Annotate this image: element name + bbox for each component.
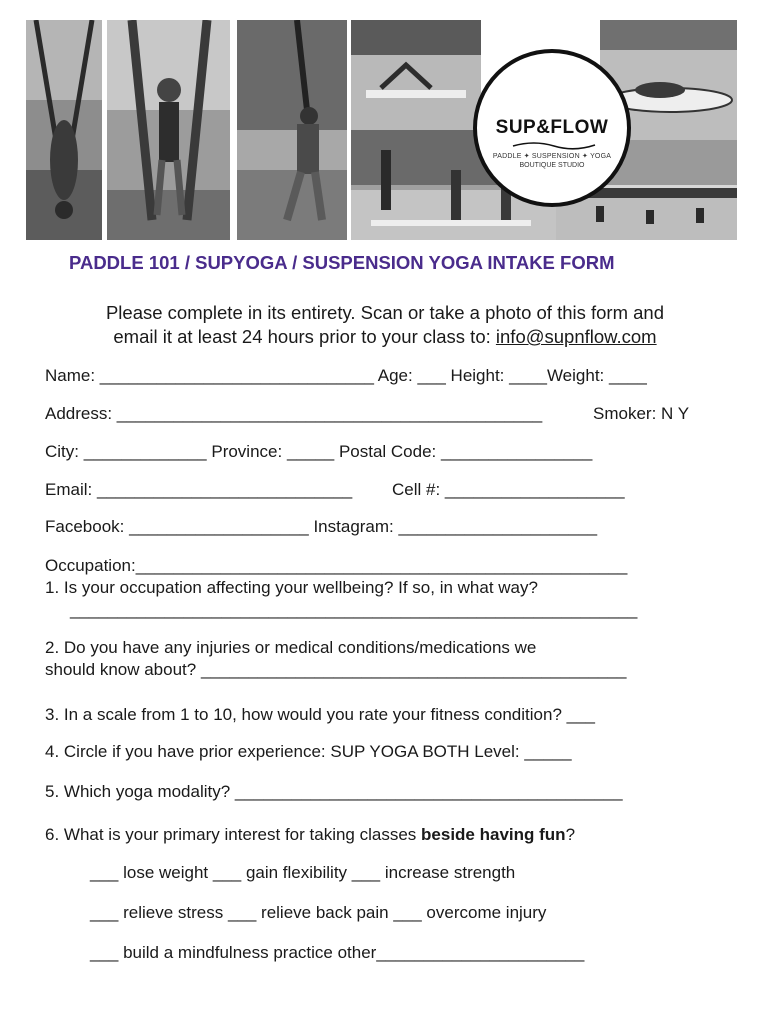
question-6 <box>45 825 575 845</box>
question-3[interactable]: 3. In a scale from 1 to 10, how would you rate your fitness condition? ___ <box>45 705 595 724</box>
email-field[interactable]: Email: ___________________________ <box>45 480 353 499</box>
photo-aerial-yoga-inversion <box>26 20 102 240</box>
question-6-bold: beside having fun <box>421 825 566 844</box>
logo-tagline: PADDLE ✦ SUSPENSION ✦ YOGA <box>492 153 612 160</box>
question-2-line-2[interactable]: should know about? _____________________________________________ <box>45 660 627 679</box>
photo-aerial-yoga-outdoor <box>237 20 347 240</box>
question-4[interactable]: 4. Circle if you have prior experience: SUP YOGA BOTH Level: _____ <box>45 742 572 761</box>
contact-email-link[interactable]: info@supnflow.com <box>495 326 657 347</box>
logo-tagline-2: BOUTIQUE STUDIO <box>519 162 585 169</box>
question-5[interactable]: 5. Which yoga modality? _________________________________________ <box>45 782 623 801</box>
form-title: PADDLE 101 / SUPYOGA / SUSPENSION YOGA INTAKE FORM <box>69 252 615 273</box>
logo-wave-icon <box>511 140 597 150</box>
city-province-postal-field[interactable]: City: _____________ Province: _____ Postal Code: ________________ <box>45 442 593 461</box>
instructions-line-2 <box>0 326 770 348</box>
studio-logo <box>473 49 631 207</box>
photo-aerial-yoga-pose <box>107 20 230 240</box>
interest-options-row-3[interactable]: ___ build a mindfulness practice other______________________ <box>90 943 585 962</box>
name-age-height-weight-field[interactable]: Name: _____________________________ Age: ___ Height: ____Weight: ____ <box>45 366 647 385</box>
question-2-line-1: 2. Do you have any injuries or medical conditions/medications we <box>45 638 537 657</box>
interest-options-row-2[interactable]: ___ relieve stress ___ relieve back pain ___ overcome injury <box>90 903 547 922</box>
question-6-suffix: ? <box>565 825 576 844</box>
occupation-field[interactable]: Occupation:____________________________________________________ <box>45 556 628 575</box>
photo-sup-yoga-group <box>351 20 481 130</box>
question-6-prefix: 6. What is your primary interest for taking classes <box>45 825 422 844</box>
question-1: 1. Is your occupation affecting your wellbeing? If so, in what way? <box>45 578 538 597</box>
question-1-answer[interactable]: ____________________________________________________________ <box>70 600 638 619</box>
instructions-line-1: Please complete in its entirety. Scan or take a photo of this form and <box>105 302 665 323</box>
address-field[interactable]: Address: _____________________________________________ <box>45 404 543 423</box>
logo-name: SUP&FLOW <box>495 117 609 138</box>
cell-field[interactable]: Cell #: ___________________ <box>392 480 625 499</box>
instructions-prefix: email it at least 24 hours prior to your class to: <box>113 326 496 347</box>
smoker-field[interactable]: Smoker: N Y <box>593 404 690 423</box>
social-media-field[interactable]: Facebook: ___________________ Instagram: _____________________ <box>45 517 598 536</box>
interest-options-row-1[interactable]: ___ lose weight ___ gain flexibility ___ increase strength <box>90 863 516 882</box>
